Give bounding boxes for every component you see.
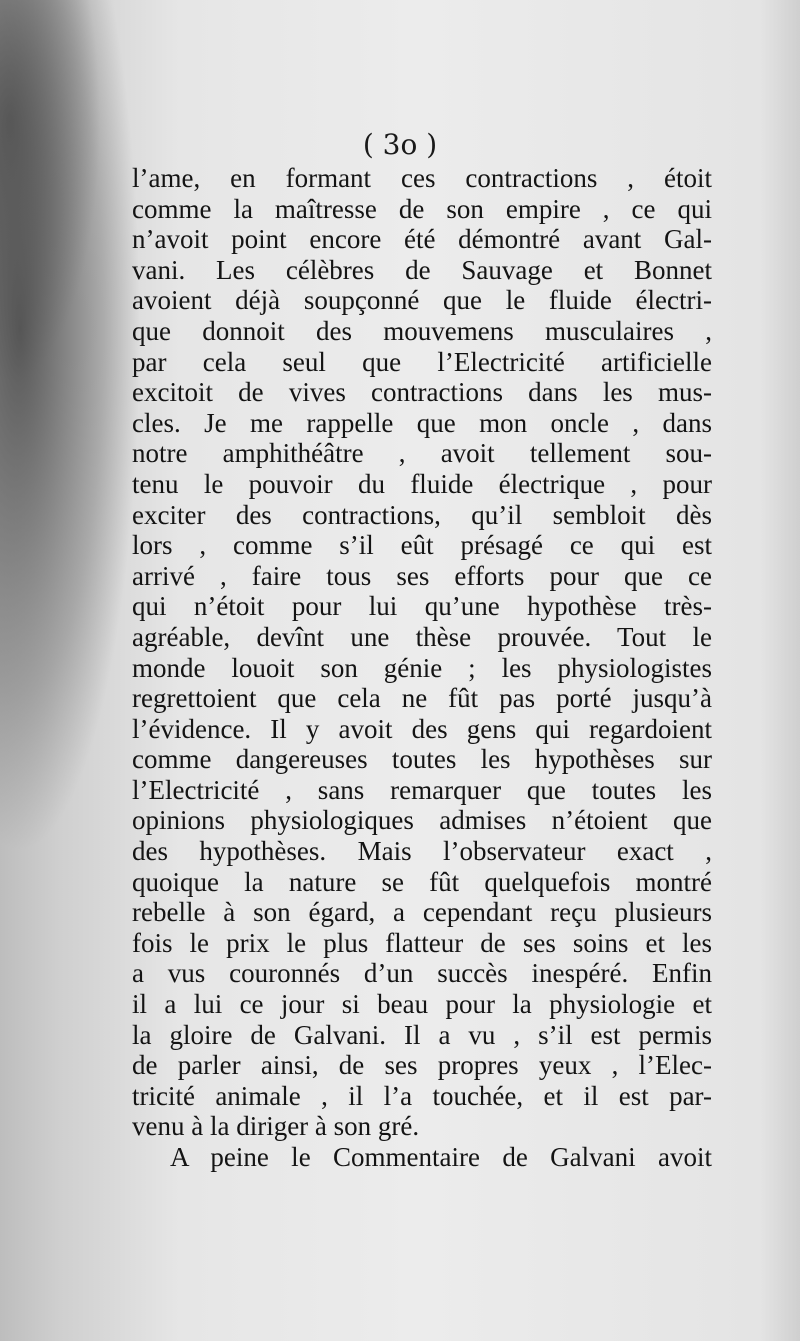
text-line: vani. Les célèbres de Sauvage et Bonnet	[132, 254, 712, 285]
text-line: exciter des contractions, qu’il sembloit dès	[132, 499, 712, 530]
text-line: agréable, devînt une thèse prouvée. Tout le	[132, 621, 712, 652]
text-line: des hypothèses. Mais l’observateur exact ,	[132, 836, 712, 867]
text-line: avoient déjà soupçonné que le fluide électri-	[132, 285, 712, 316]
body-text	[132, 163, 712, 1173]
text-line: comme dangereuses toutes les hypothèses sur	[132, 744, 712, 775]
text-line: qui n’étoit pour lui qu’une hypothèse très-	[132, 591, 712, 622]
text-line: tenu le pouvoir du fluide électrique , pour	[132, 468, 712, 499]
text-line: l’Electricité , sans remarquer que toutes les	[132, 774, 712, 805]
text-line: regrettoient que cela ne fût pas porté jusqu’à	[132, 683, 712, 714]
text-line: par cela seul que l’Electricité artificielle	[132, 346, 712, 377]
text-line: cles. Je me rappelle que mon oncle , dans	[132, 407, 712, 438]
page-number: ( 3o )	[362, 128, 438, 161]
text-line: excitoit de vives contractions dans les mus-	[132, 377, 712, 408]
text-line: que donnoit des mouvemens musculaires ,	[132, 315, 712, 346]
text-line: notre amphithéâtre , avoit tellement sou-	[132, 438, 712, 469]
text-line: lors , comme s’il eût présagé ce qui est	[132, 530, 712, 561]
text-line: a vus couronnés d’un succès inespéré. Enfin	[132, 958, 712, 989]
text-line: n’avoit point encore été démontré avant Gal-	[132, 224, 712, 255]
text-line: opinions physiologiques admises n’étoient que	[132, 805, 712, 836]
text-line: l’ame, en formant ces contractions , étoit	[132, 163, 712, 193]
text-line: l’évidence. Il y avoit des gens qui regardoient	[132, 713, 712, 744]
text-line: fois le prix le plus flatteur de ses soins et les	[132, 927, 712, 958]
text-line: quoique la nature se fût quelquefois montré	[132, 866, 712, 897]
text-line: arrivé , faire tous ses efforts pour que ce	[132, 560, 712, 591]
text-line: de parler ainsi, de ses propres yeux , l’Elec-	[132, 1050, 712, 1081]
text-line: venu à la diriger à son gré.	[132, 1111, 420, 1142]
text-line: tricité animale , il l’a touchée, et il est par-	[132, 1080, 712, 1111]
text-line: la gloire de Galvani. Il a vu , s’il est permis	[132, 1019, 712, 1050]
text-line: rebelle à son égard, a cependant reçu plusieurs	[132, 897, 712, 928]
text-line: comme la maîtresse de son empire , ce qui	[132, 193, 712, 224]
text-line: il a lui ce jour si beau pour la physiologie et	[132, 989, 712, 1020]
text-line: A peine le Commentaire de Galvani avoit	[170, 1142, 712, 1172]
text-line: monde louoit son génie ; les physiologistes	[132, 652, 712, 683]
